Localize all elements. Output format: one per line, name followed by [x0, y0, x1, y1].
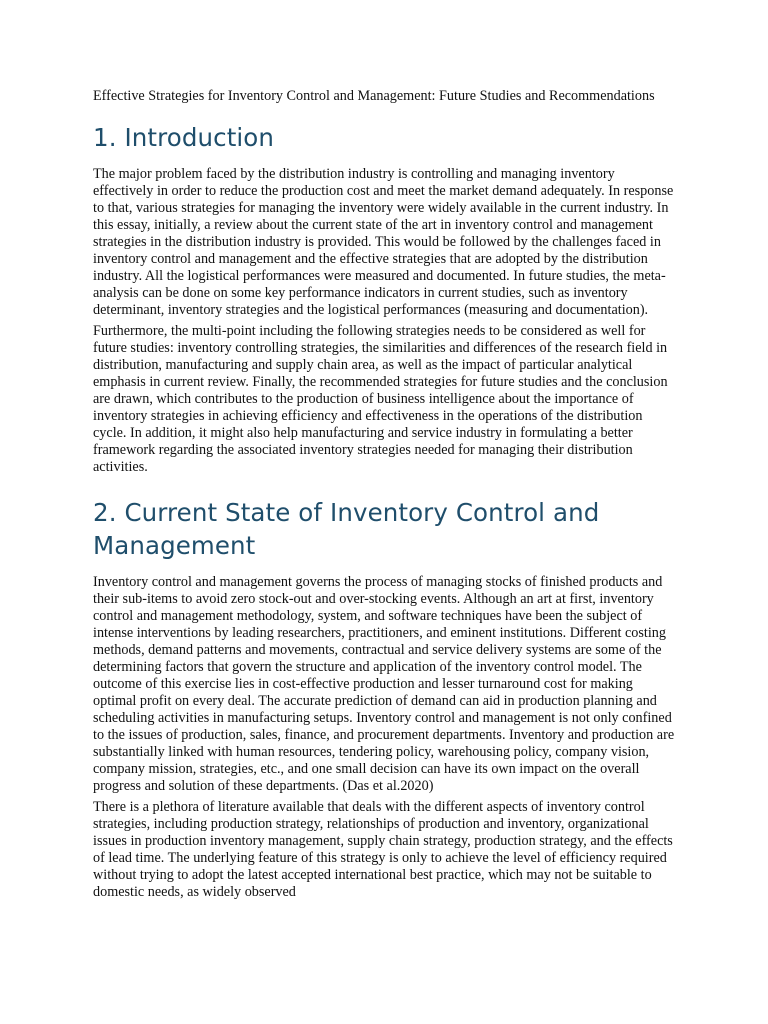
paragraph: There is a plethora of literature available that deals with the different aspects of inventory control strategies, including production strategy, relationships of production and inventory, organizational issues in production inventory management, supply chain strategy, production strategy, and the effects of lead time. The underlying feature of this strategy is only to achieve the level of efficiency required without trying to adopt the latest accepted international best practice, which may not be suitable to domestic needs, as widely observed: [93, 799, 673, 900]
paragraph: Furthermore, the multi-point including the following strategies needs to be considered as well for future studies: inventory controlling strategies, the similarities and differences of the research field in distribution, manufacturing and supply chain area, as well as the impact of particular analytical emphasis in current review. Finally, the recommended strategies for future studies and the conclusion are drawn, which contributes to the production of business intelligence about the importance of inventory strategies in achieving efficiency and effectiveness in the operations of the distribution cycle. In addition, it might also help manufacturing and service industry in formulating a better framework regarding the associated inventory strategies needed for managing their distribution activities.: [93, 323, 668, 475]
section-heading-current-state: 2. Current State of Inventory Control and Management: [93, 498, 600, 560]
section-heading-introduction: 1. Introduction: [93, 123, 275, 152]
document-page: [93, 88, 676, 905]
paragraph: The major problem faced by the distribution industry is controlling and managing inventory effectively in order to reduce the production cost and meet the market demand adequately. In response to that, various strategies for managing the inventory were widely available in the current industry. In this essay, initially, a review about the current state of the art in inventory control and management strategies in the distribution industry is provided. This would be followed by the challenges faced in inventory control and management and the effective strategies that are adopted by the distribution industry. All the logistical performances were measured and documented. In future studies, the meta-analysis can be done on some key performance indicators in current studies, such as inventory determinant, inventory strategies and the logistical performances (measuring and documentation).: [93, 166, 674, 318]
document-title: Effective Strategies for Inventory Control and Management: Future Studies and Recommendations: [93, 88, 655, 104]
paragraph: Inventory control and management governs the process of managing stocks of finished products and their sub-items to avoid zero stock-out and over-stocking events. Although an art at first, inventory control and management methodology, system, and software techniques have been the subject of intense interventions by leading researchers, practitioners, and eminent institutions. Different costing methods, demand patterns and movements, contractual and service delivery systems are some of the determining factors that govern the structure and application of the inventory control model. The outcome of this exercise lies in cost-effective production and lesser turnaround cost for making optimal profit on every deal. The accurate prediction of demand can aid in production planning and scheduling activities in manufacturing setups. Inventory control and management is not only confined to the issues of production, sales, finance, and procurement departments. Inventory and production are substantially linked with human resources, tendering policy, warehousing policy, company vision, company mission, strategies, etc., and one small decision can have its own impact on the overall progress and solution of these departments. (Das et al.2020): [93, 574, 675, 794]
